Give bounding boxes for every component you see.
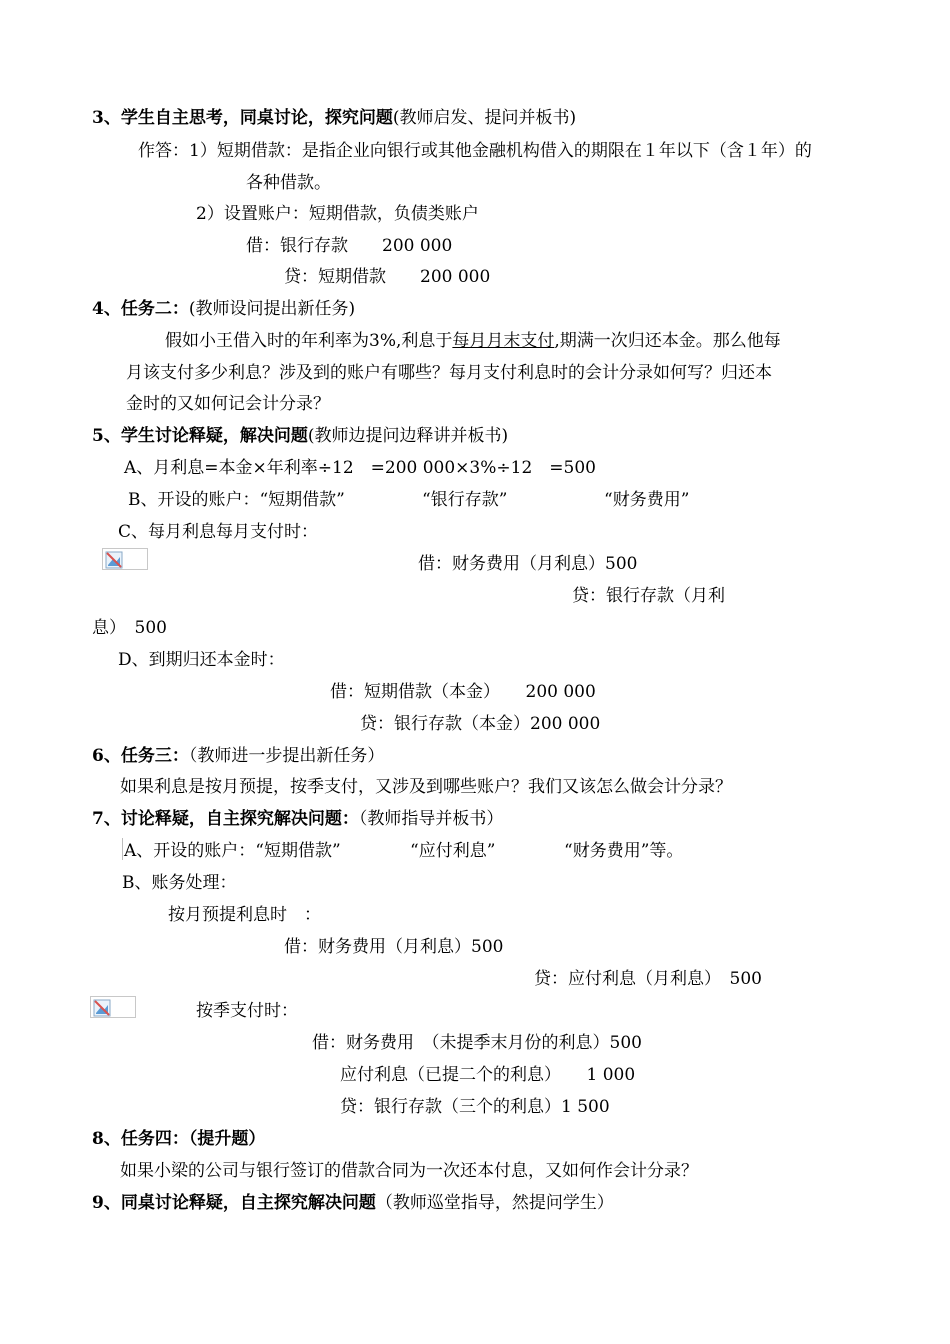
task-2-text-a: 假如小王借入时的年利率为3%,利息于 bbox=[165, 331, 453, 351]
section-3-note: (教师启发、提问并板书) bbox=[392, 108, 577, 128]
m2-debit: 借：财务费用 （未提季末月份的利息）500 bbox=[312, 1033, 642, 1053]
section-9-line bbox=[92, 1192, 614, 1214]
accounts-a3: “财务费用”等。 bbox=[564, 841, 684, 861]
section-5-note: (教师边提问边释讲并板书) bbox=[307, 426, 509, 446]
section-8-heading: 8、任务四：（提升题） bbox=[92, 1129, 266, 1149]
entry-debit: 借：银行存款 200 000 bbox=[246, 236, 453, 256]
monthly-payment-label: C、每月利息每月支付时： bbox=[118, 522, 319, 542]
section-7-note: （教师指导并板书） bbox=[358, 809, 504, 829]
task-3-paragraph: 如果利息是按月预提，按季支付，又涉及到哪些账户？我们又该怎么做会计分录？ bbox=[120, 777, 732, 797]
section-4-line bbox=[92, 298, 355, 320]
d-credit: 贷：银行存款（本金）200 000 bbox=[360, 714, 601, 734]
section-4-heading: 4、任务二： bbox=[92, 299, 189, 319]
broken-image-icon bbox=[90, 996, 136, 1018]
task-4-paragraph: 如果小梁的公司与银行签订的借款合同为一次还本付息，又如何作会计分录？ bbox=[120, 1161, 698, 1181]
section-7-line bbox=[92, 808, 503, 830]
section-3-line bbox=[92, 107, 576, 129]
accounts-a1: A、开设的账户：“短期借款” bbox=[124, 841, 341, 861]
accounts-b3: “财务费用” bbox=[604, 490, 690, 510]
d-debit: 借：短期借款（本金） 200 000 bbox=[330, 682, 596, 702]
task-2-paragraph-2: 月该支付多少利息？涉及到的账户有哪些？每月支付利息时的会计分录如何写？归还本 bbox=[126, 363, 772, 383]
section-6-note: （教师进一步提出新任务） bbox=[188, 746, 385, 766]
c-credit: 贷：银行存款（月利 bbox=[572, 586, 725, 606]
broken-image-icon bbox=[102, 548, 148, 570]
accounts-b2: “银行存款” bbox=[422, 490, 508, 510]
section-9-heading: 9、同桌讨论释疑，自主探究解决问题 bbox=[92, 1193, 376, 1213]
section-7-heading: 7、讨论释疑，自主探究解决问题： bbox=[92, 809, 359, 829]
m2-credit: 贷：银行存款（三个的利息）1 500 bbox=[340, 1097, 610, 1117]
task-2-text-b: ,期满一次归还本金。那么他每 bbox=[554, 331, 781, 351]
c-debit: 借：财务费用（月利息）500 bbox=[418, 554, 638, 574]
section-6-line bbox=[92, 745, 384, 767]
quarterly-payment-label: 按季支付时： bbox=[196, 1001, 298, 1021]
accounts-b1: B、开设的账户：“短期借款” bbox=[128, 490, 345, 510]
repay-principal-label: D、到期归还本金时： bbox=[118, 650, 285, 670]
section-6-heading: 6、任务三： bbox=[92, 746, 189, 766]
accounts-a2: “应付利息” bbox=[410, 841, 496, 861]
m1-credit: 贷：应付利息（月利息） 500 bbox=[534, 969, 762, 989]
answer-1-continued: 各种借款。 bbox=[246, 173, 331, 193]
task-2-underlined: 每月月末支付 bbox=[452, 331, 555, 351]
c-credit-continued: 息） 500 bbox=[92, 618, 167, 638]
monthly-accrual-label: 按月预提利息时 ： bbox=[168, 905, 321, 925]
m1-debit: 借：财务费用（月利息）500 bbox=[284, 937, 504, 957]
m2-line-2: 应付利息（已提二个的利息） 1 000 bbox=[340, 1065, 636, 1085]
accounting-label: B、账务处理： bbox=[122, 873, 237, 893]
section-5-heading: 5、学生讨论释疑，解决问题 bbox=[92, 426, 308, 446]
entry-credit: 贷：短期借款 200 000 bbox=[284, 267, 491, 287]
answer-1: 作答：1）短期借款：是指企业向银行或其他金融机构借入的期限在１年以下（含１年）的 bbox=[138, 141, 812, 161]
section-4-note: (教师设问提出新任务) bbox=[188, 299, 356, 319]
text-caret bbox=[122, 838, 123, 860]
monthly-interest-formula: A、月利息=本金×年利率÷12 =200 000×3%÷12 =500 bbox=[124, 458, 596, 478]
task-2-paragraph-1 bbox=[165, 330, 781, 352]
section-5-line bbox=[92, 425, 508, 447]
answer-2: 2）设置账户：短期借款，负债类账户 bbox=[196, 204, 479, 224]
task-2-paragraph-3: 金时的又如何记会计分录？ bbox=[126, 394, 330, 414]
section-9-note: （教师巡堂指导，然提问学生） bbox=[375, 1193, 614, 1213]
section-3-heading: 3、学生自主思考，同桌讨论，探究问题 bbox=[92, 108, 393, 128]
